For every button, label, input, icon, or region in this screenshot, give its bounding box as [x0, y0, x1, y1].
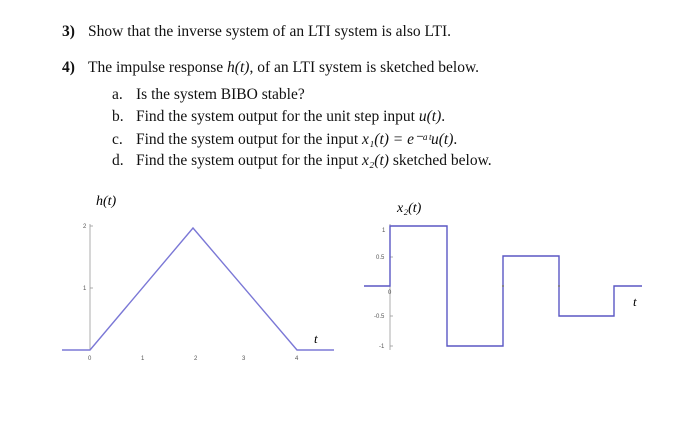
plot-x2-label: x₂(t)	[397, 201, 422, 216]
plot-x2	[364, 201, 642, 350]
plot-x2-y-tick-label: 0.5	[376, 255, 385, 261]
plot-h-series-line	[62, 228, 334, 350]
plot-h-y-tick-label: 2	[83, 224, 87, 230]
question-4d-text: Find the system output for the input	[136, 152, 363, 169]
plot-h-x-tick-label: 3	[242, 356, 246, 362]
question-4-math: h(t)	[227, 59, 250, 76]
plot-h	[62, 194, 334, 362]
question-4-text-before: The impulse response	[88, 59, 228, 76]
plot-h-label: h(t)	[96, 194, 117, 209]
question-4-text-after: , of an LTI system is sketched below.	[249, 59, 480, 76]
question-3-number: 3)	[62, 23, 75, 40]
plot-h-x-tick-label: 2	[194, 356, 198, 362]
question-4-number: 4)	[62, 59, 75, 76]
question-4c-tail: .	[453, 131, 458, 148]
question-4c-math: x₁(t) = e⁻ᵃᵗu(t)	[362, 131, 454, 148]
plot-h-x-tick-label: 4	[295, 356, 299, 362]
question-4a-label: a.	[112, 86, 123, 103]
plot-h-x-tick-label: 0	[88, 356, 92, 362]
question-4b-tail: .	[441, 108, 446, 125]
plot-x2-y-tick-label: -1	[379, 344, 385, 350]
question-4a-text: Is the system BIBO stable?	[136, 86, 305, 103]
plot-h-t-label: t	[314, 331, 318, 346]
question-4b-math: u(t)	[418, 108, 442, 125]
question-3-text: Show that the inverse system of an LTI system is also LTI.	[88, 23, 452, 40]
plot-x2-y-tick-label: -0.5	[374, 314, 385, 320]
question-4d-tail: sketched below.	[388, 152, 492, 169]
plot-x2-y-tick-label: 1	[382, 228, 386, 234]
plot-h-y-tick-label: 1	[83, 286, 87, 292]
question-4b-text: Find the system output for the unit step input	[136, 108, 419, 125]
plot-x2-y-tick-label: 0	[388, 290, 392, 296]
question-4c-text: Find the system output for the input	[136, 131, 363, 148]
plot-x2-t-label: t	[633, 294, 637, 309]
plot-h-x-tick-label: 1	[141, 356, 145, 362]
question-4d-math: x₂(t)	[362, 152, 389, 169]
plot-x2-x-tick	[558, 285, 560, 287]
question-4b-label: b.	[112, 108, 124, 125]
question-4c-label: c.	[112, 131, 123, 148]
question-4d-label: d.	[112, 152, 124, 169]
plot-x2-x-tick	[502, 285, 504, 287]
